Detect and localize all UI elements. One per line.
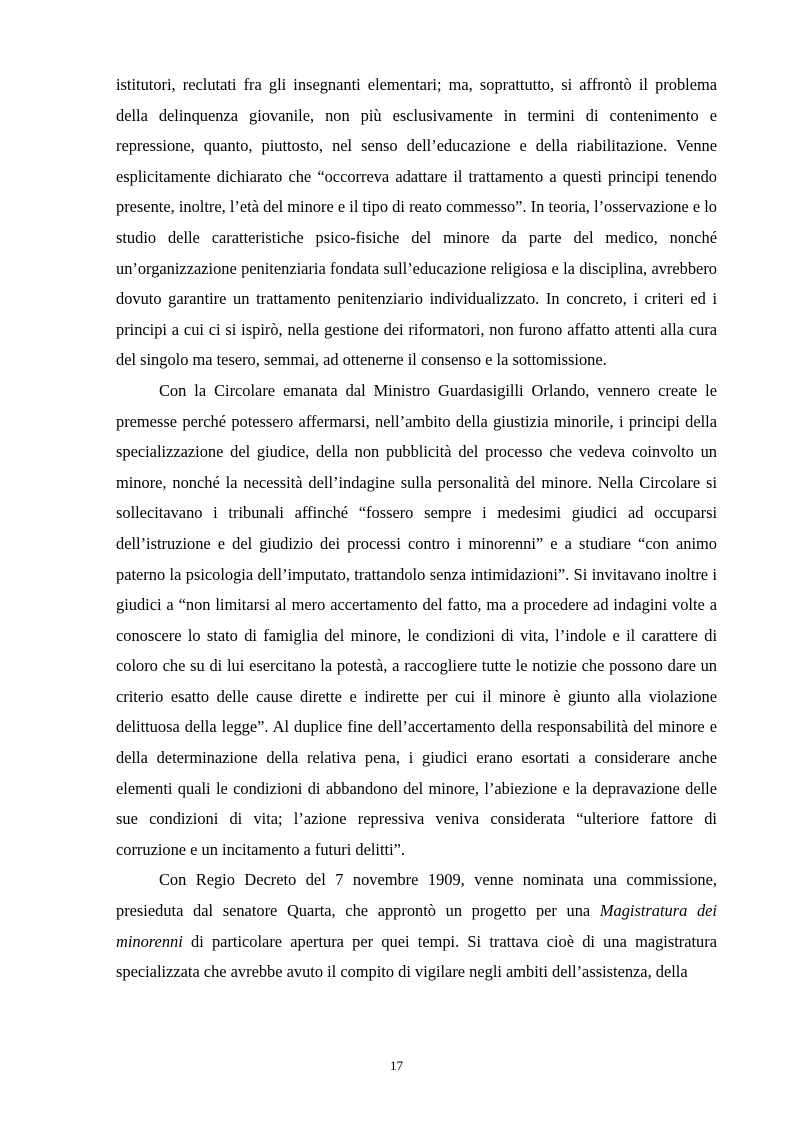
body-text — [116, 70, 717, 988]
page-number: 17 — [390, 1058, 403, 1073]
paragraph-3 — [116, 865, 717, 987]
paragraph-1: istitutori, reclutati fra gli insegnanti elementari; ma, soprattutto, si affrontò il problema della delinquenza giovanile, non più esclusivamente in termini di contenimento e repressione, quanto, piuttosto, nel senso dell’educazione e della riabilitazione. Venne esplicitamente dichiarato che “occorreva adattare il trattamento a questi principi tenendo presente, inoltre, l’età del minore e il tipo di reato commesso”. In teoria, l’osservazione e lo studio delle caratteristiche psico-fisiche del minore da parte del medico, nonché un’organizzazione penitenziaria fondata sull’educazione religiosa e la disciplina, avrebbero dovuto garantire un trattamento penitenziario individualizzato. In concreto, i criteri ed i principi a cui ci si ispirò, nella gestione dei riformatori, non furono affatto attenti alla cura del singolo ma tesero, semmai, ad ottenerne il consenso e la sottomissione. — [116, 75, 717, 370]
paragraph-2: Con la Circolare emanata dal Ministro Guardasigilli Orlando, vennero create le premesse perché potessero affermarsi, nell’ambito della giustizia minorile, i principi della specializzazione del giudice, della non pubblicità del processo che vedeva coinvolto un minore, nonché la necessità dell’indagine sulla personalità del minore. Nella Circolare si sollecitavano i tribunali affinché “fossero sempre i medesimi giudici ad occuparsi dell’istruzione e del giudizio dei processi contro i minorenni” e a studiare “con animo paterno la psicologia dell’imputato, trattandolo senza intimidazioni”. Si invitavano inoltre i giudici a “non limitarsi al mero accertamento del fatto, ma a procedere ad indagini volte a conoscere lo stato di famiglia del minore, le condizioni di vita, l’indole e il carattere di coloro che su di lui esercitano la potestà, a raccogliere tutte le notizie che possono dare un criterio esatto delle cause dirette e indirette per cui il minore è giunto alla violazione delittuosa della legge”. Al duplice fine dell’accertamento della responsabilità del minore e della determinazione della relativa pena, i giudici erano esortati a considerare anche elementi quali le condizioni di abbandono del minore, l’abiezione e la depravazione delle sue condizioni di vita; l’azione repressiva veniva considerata “ulteriore fattore di corruzione e un incitamento a futuri delitti”. — [116, 380, 717, 859]
paragraph-3-part-1: Con Regio Decreto del 7 novembre 1909, venne nominata una commissione, presieduta dal senatore Quarta, che approntò un progetto per una — [116, 870, 717, 921]
paragraph-3-part-2: di particolare apertura per quei tempi. Si trattava cioè di una magistratura specializzata che avrebbe avuto il compito di vigilare negli ambiti dell’assistenza, della — [116, 931, 717, 982]
italic-title: Magistratura dei minorenni — [116, 901, 717, 951]
